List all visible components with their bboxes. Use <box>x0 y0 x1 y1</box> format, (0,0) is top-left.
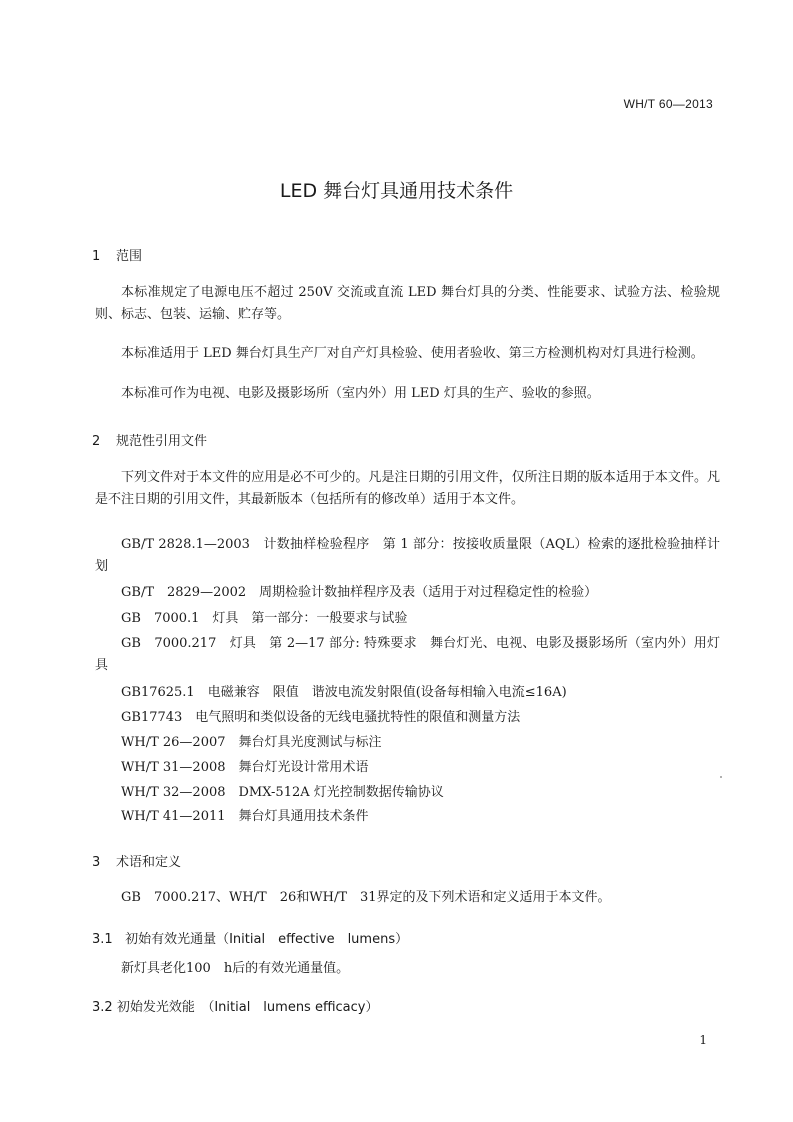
term-title: 初始发光效能 （Initial lumens efficacy） <box>116 1000 379 1015</box>
term-number: 3.2 <box>92 1000 113 1015</box>
section-number: 1 <box>92 249 101 264</box>
section-title: 范围 <box>116 249 143 264</box>
section-1-paragraph: 本标准适用于 LED 舞台灯具生产厂对自产灯具检验、使用者验收、第三方检测机构对灯具进行检测。 <box>121 346 704 361</box>
section-number: 3 <box>92 855 101 870</box>
reference-item: WH/T 26—2007 舞台灯具光度测试与标注 <box>121 735 382 750</box>
section-1-heading <box>92 245 142 264</box>
section-number: 2 <box>92 434 101 449</box>
section-3-intro: GB 7000.217、WH/T 26和WH/T 31界定的及下列术语和定义适用于本文件。 <box>121 890 611 905</box>
section-title: 术语和定义 <box>116 855 182 870</box>
reference-item: GB/T 2828.1—2003 计数抽样检验程序 第 1 部分：按接收质量限（AQL）检索的逐批检验抽样计划 <box>95 537 720 574</box>
reference-item: GB17625.1 电磁兼容 限值 谐波电流发射限值(设备每相输入电流≤16A) <box>121 685 567 700</box>
reference-item: GB/T 2829—2002 周期检验计数抽样程序及表（适用于对过程稳定性的检验） <box>121 585 598 600</box>
reference-item: GB 7000.217 灯具 第 2—17 部分: 特殊要求 舞台灯光、电视、电影及摄影场所（室内外）用灯具 <box>95 636 720 673</box>
reference-item: GB 7000.1 灯具 第一部分：一般要求与试验 <box>121 611 408 626</box>
reference-item: GB17743 电气照明和类似设备的无线电骚扰特性的限值和测量方法 <box>121 710 521 725</box>
term-3-1-heading <box>92 928 408 947</box>
section-2-intro: 下列文件对于本文件的应用是必不可少的。凡是注日期的引用文件，仅所注日期的版本适用于本文件。凡是不注日期的引用文件，其最新版本（包括所有的修改单）适用于本文件。 <box>95 470 720 507</box>
reference-item: WH/T 32—2008 DMX-512A 灯光控制数据传输协议 <box>121 785 444 800</box>
term-number: 3.1 <box>92 932 113 947</box>
term-title: 初始有效光通量（Initial effective lumens） <box>125 932 409 947</box>
reference-item: WH/T 31—2008 舞台灯光设计常用术语 <box>121 760 369 775</box>
scan-speck <box>720 776 722 778</box>
section-3-heading <box>92 851 181 870</box>
section-1-paragraph: 本标准规定了电源电压不超过 250V 交流或直流 LED 舞台灯具的分类、性能要求、试验方法、检验规则、标志、包装、运输、贮存等。 <box>95 285 720 322</box>
section-title: 规范性引用文件 <box>116 434 208 449</box>
reference-item: WH/T 41—2011 舞台灯具通用技术条件 <box>121 809 369 824</box>
term-3-2-heading <box>92 996 378 1015</box>
document-title: LED 舞台灯具通用技术条件 <box>279 180 514 202</box>
term-3-1-definition: 新灯具老化100 h后的有效光通量值。 <box>121 961 350 976</box>
section-1-paragraph: 本标准可作为电视、电影及摄影场所（室内外）用 LED 灯具的生产、验收的参照。 <box>121 386 600 401</box>
page-number: 1 <box>699 1033 707 1047</box>
standard-code: WH/T 60—2013 <box>623 97 713 111</box>
section-2-heading <box>92 430 207 449</box>
